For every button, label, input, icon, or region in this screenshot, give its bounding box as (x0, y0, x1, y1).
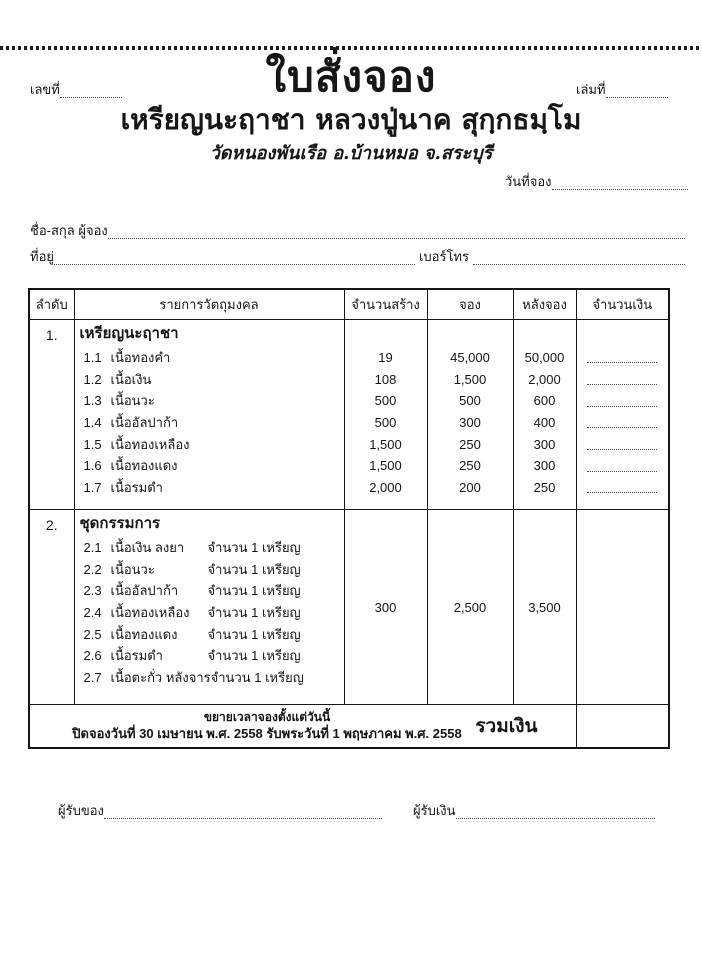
col-header-index: ลำดับ (29, 289, 74, 320)
total-amount-cell (576, 705, 669, 749)
section2-made-cell (344, 510, 427, 705)
receiver-goods-field (58, 800, 382, 821)
amount-dotted-field (577, 434, 669, 456)
item-number: 2.5 (83, 626, 102, 642)
item-name: เนื้อทองแดง (110, 626, 178, 642)
made-value: 500 (374, 415, 397, 431)
section1-index-cell (29, 320, 74, 510)
after-price: 300 (533, 458, 556, 474)
item-name: เนื้อนวะ (110, 561, 155, 577)
section2-number: 2. (45, 517, 58, 533)
reserve-price: 45,000 (450, 350, 490, 365)
after-price: 300 (533, 436, 556, 452)
temple-line: วัดหนองพันเรือ อ.บ้านหมอ จ.สระบุรี (209, 143, 493, 164)
after-price: 400 (533, 415, 556, 431)
item-qty: จำนวน 1 เหรียญ (207, 648, 301, 664)
list-item (84, 602, 344, 624)
item-number: 1.5 (83, 436, 102, 452)
made-value: 1,500 (369, 458, 402, 474)
list-item (84, 369, 344, 391)
section1-after-cell (513, 320, 576, 510)
list-item (84, 645, 344, 667)
item-number: 2.2 (83, 561, 102, 577)
section2-items-cell (74, 510, 344, 705)
closing-date-note: ปิดจองวันที่ 30 เมษายน พ.ศ. 2558 รับพระวันที่ 1 พฤษภาคม พ.ศ. 2558 (72, 726, 462, 741)
total-label: รวมเงิน (475, 716, 538, 737)
amount-dotted-field (577, 455, 669, 477)
reserve-price: 250 (459, 436, 481, 452)
receiver-goods-dotted-line (104, 817, 382, 819)
customer-name-label: ชื่อ-สกุล ผู้จอง (30, 223, 108, 238)
list-item (84, 537, 344, 559)
made-value: 500 (374, 393, 397, 409)
customer-name-dotted-line (108, 237, 685, 239)
section1-items-cell (74, 320, 344, 510)
col-header-amount: จำนวนเงิน (576, 289, 669, 320)
item-number: 1.6 (83, 458, 102, 474)
list-item (84, 667, 344, 689)
after-price: 2,000 (528, 371, 561, 387)
section2-reserve-cell (427, 510, 513, 705)
item-number: 2.4 (83, 605, 102, 621)
receiver-money-dotted-line (456, 817, 655, 819)
phone-dotted-line (473, 263, 685, 265)
list-item (84, 624, 344, 646)
col-header-made: จำนวนสร้าง (344, 289, 427, 320)
item-name: เนื้อเงิน ลงยา (110, 540, 185, 555)
item-qty: จำนวน 1 เหรียญ (207, 605, 301, 621)
section1-title: เหรียญนะฤาชา (79, 325, 179, 342)
table-header-row (29, 289, 669, 320)
address-dotted-line (54, 263, 415, 265)
item-name: เนื้ออัลปาก้า (110, 415, 179, 431)
section2-title: ชุดกรรมการ (79, 515, 161, 532)
reserve-price: 200 (459, 480, 481, 496)
receiver-money-label: ผู้รับเงิน (413, 803, 456, 818)
item-number: 1.1 (83, 350, 102, 365)
receiver-goods-label: ผู้รับของ (58, 803, 104, 818)
item-name: เนื้อรมดำ (110, 480, 163, 496)
list-item (84, 434, 344, 456)
item-name: เนื้อนวะ (110, 393, 155, 409)
item-number: 1.2 (83, 371, 102, 387)
customer-name-field (30, 220, 685, 241)
summary-row (29, 705, 669, 749)
amount-dotted-field (577, 347, 669, 369)
made-value: 2,000 (369, 480, 402, 496)
list-item (84, 559, 344, 581)
made-value: 108 (374, 371, 397, 387)
item-qty: จำนวน 1 เหรียญ (207, 626, 301, 642)
item-number: 1.4 (83, 415, 102, 431)
item-name: เนื้อทองเหลือง (110, 605, 190, 621)
after-price: 50,000 (524, 350, 565, 365)
list-item (84, 347, 344, 369)
item-name: เนื้ออัลปาก้า (110, 583, 179, 599)
section1-amount-cell (576, 320, 669, 510)
section1-row (29, 320, 669, 510)
address-label: ที่อยู่ (30, 249, 54, 264)
list-item (84, 477, 344, 499)
summary-note-cell (29, 705, 576, 749)
item-name: เนื้อทองเหลือง (110, 436, 190, 452)
item-number: 2.1 (83, 540, 102, 555)
item-qty: จำนวน 1 เหรียญ (207, 540, 301, 555)
extension-note: ขยายเวลาจองตั้งแต่วันนี้ (203, 710, 331, 724)
amount-dotted-field (577, 412, 669, 434)
booking-period-note (52, 710, 482, 742)
after-price: 3,500 (528, 599, 561, 615)
item-number: 1.3 (83, 393, 102, 409)
doc-number-label: เลขที่ (30, 82, 60, 97)
reserve-price: 500 (459, 393, 481, 409)
list-item (84, 580, 344, 602)
book-number-label: เล่มที่ (576, 82, 606, 97)
item-number: 1.7 (83, 480, 102, 496)
item-name: เนื้อตะกั่ว หลังจาร (110, 670, 211, 686)
item-number: 2.6 (83, 648, 102, 664)
col-header-reserve: จอง (427, 289, 513, 320)
section2-row (29, 510, 669, 705)
page-title: ใบสั่งจอง (265, 52, 437, 101)
address-phone-row (30, 246, 685, 267)
amount-dotted-field (577, 477, 669, 499)
list-item (84, 390, 344, 412)
section2-amount-cell (576, 510, 669, 705)
amount-dotted-field (577, 369, 669, 391)
made-value: 1,500 (369, 436, 402, 452)
section1-made-cell (344, 320, 427, 510)
section1-number: 1. (45, 327, 58, 343)
after-price: 250 (533, 480, 556, 496)
reserve-price: 1,500 (453, 371, 487, 387)
item-qty: จำนวน 1 เหรียญ (207, 561, 301, 577)
receiver-money-field (413, 800, 655, 821)
item-name: เนื้อรมดำ (110, 648, 163, 664)
list-item (84, 412, 344, 434)
col-header-after: หลังจอง (513, 289, 576, 320)
col-header-item: รายการวัตถุมงคล (74, 289, 344, 320)
section2-after-cell (513, 510, 576, 705)
list-item (84, 455, 344, 477)
amulet-subtitle: เหรียญนะฤาชา หลวงปู่นาค สุกฺกธมฺโม (120, 103, 582, 136)
item-number: 2.3 (83, 583, 102, 599)
after-price: 600 (533, 393, 556, 409)
section2-index-cell (29, 510, 74, 705)
item-number: 2.7 (83, 670, 102, 686)
booking-date-dotted-line (552, 188, 688, 190)
item-name: เนื้อเงิน (110, 371, 152, 387)
item-qty: จำนวน 1 เหรียญ (210, 670, 304, 686)
booking-date-label: วันที่จอง (505, 174, 552, 189)
reserve-price: 300 (459, 415, 481, 431)
reserve-price: 2,500 (453, 599, 487, 615)
phone-label: เบอร์โทร (418, 249, 469, 264)
order-table (28, 288, 670, 749)
made-value: 19 (378, 350, 393, 365)
amount-dotted-field (577, 390, 669, 412)
item-name: เนื้อทองคำ (110, 350, 171, 365)
item-name: เนื้อทองแดง (110, 458, 178, 474)
booking-date-field (505, 171, 688, 192)
made-value: 300 (374, 599, 397, 615)
item-qty: จำนวน 1 เหรียญ (207, 583, 301, 599)
section1-reserve-cell (427, 320, 513, 510)
reserve-price: 250 (459, 458, 481, 474)
